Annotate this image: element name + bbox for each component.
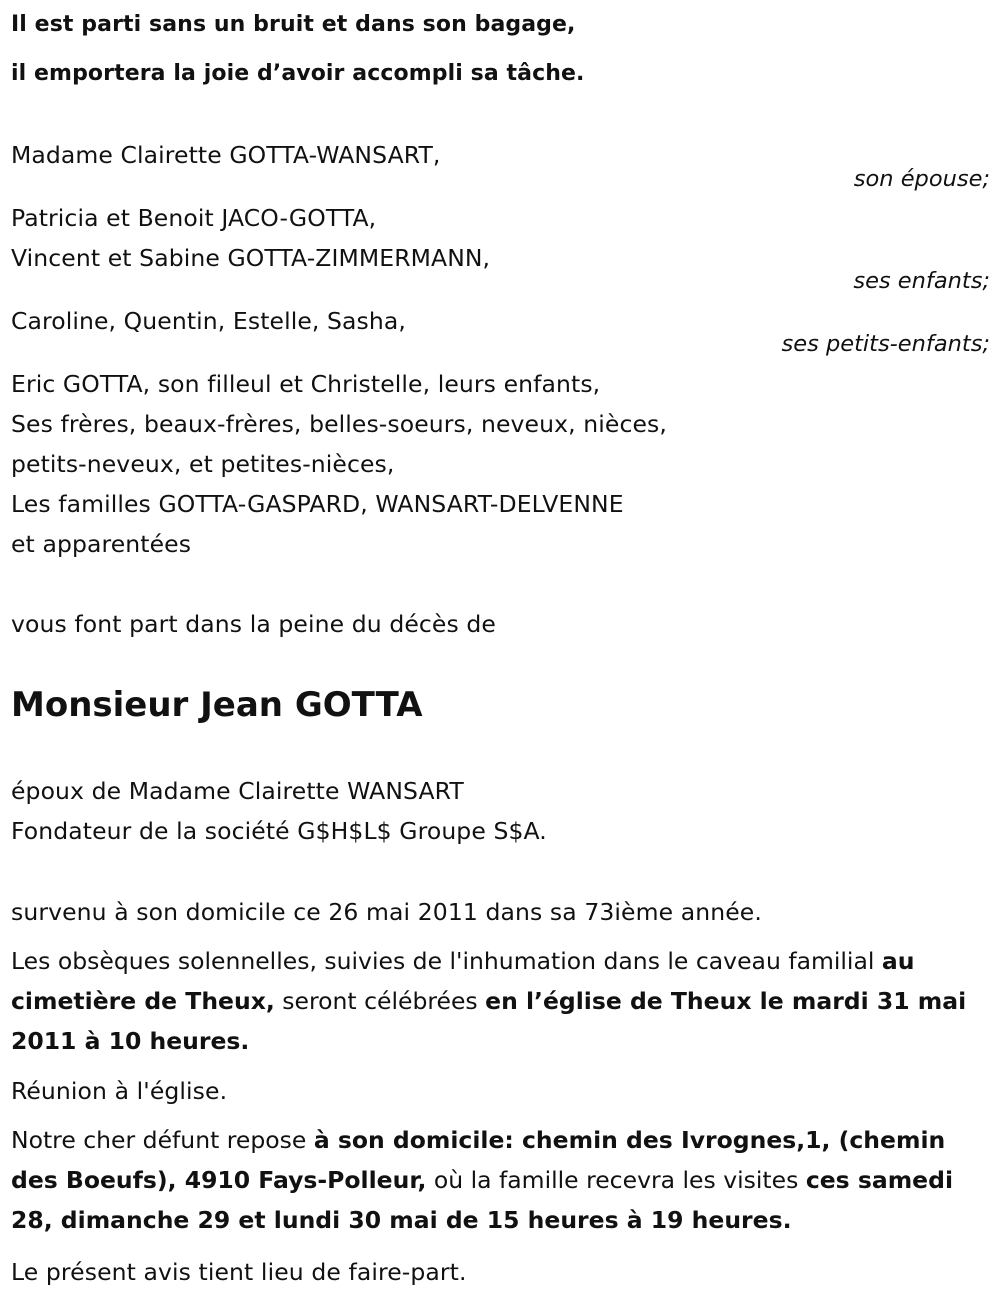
- meeting-text: Réunion à l'église.: [11, 1077, 228, 1105]
- repose-address: à son domicile: chemin des Ivrognes,1, (chemin des Boeufs), 4910 Fays-Polleur,: [11, 1126, 946, 1194]
- repose-visiting-hours: ces samedi 28, dimanche 29 et lundi 30 mai de 15 heures à 19 heures.: [11, 1166, 953, 1234]
- children-line-1: Patricia et Benoit JACO-GOTTA,: [11, 204, 377, 232]
- grandchildren-names: Caroline, Quentin, Estelle, Sasha,: [11, 307, 406, 335]
- family-line-5: et apparentées: [11, 530, 192, 558]
- closing-text: Le présent avis tient lieu de faire-part.: [11, 1258, 467, 1286]
- deceased-spouse-detail: époux de Madame Clairette WANSART: [11, 777, 464, 805]
- children-relation: ses enfants;: [853, 268, 990, 294]
- deceased-occupation-detail: Fondateur de la société G$H$L$ Groupe S$A.: [11, 817, 547, 845]
- death-notice: survenu à son domicile ce 26 mai 2011 dans sa 73ième année.: [11, 898, 762, 926]
- family-line-4: Les familles GOTTA-GASPARD, WANSART-DELVENNE: [11, 490, 624, 518]
- deceased-name: Monsieur Jean GOTTA: [11, 685, 423, 725]
- epigraph-line-1: Il est parti sans un bruit et dans son bagage,: [11, 12, 576, 37]
- funeral-text-2: seront célébrées: [274, 987, 486, 1015]
- grandchildren-relation: ses petits-enfants;: [781, 331, 990, 357]
- repose-paragraph: [11, 1120, 990, 1240]
- funeral-text-1: Les obsèques solennelles, suivies de l'inhumation dans le caveau familial: [11, 947, 882, 975]
- repose-text-2: où la famille recevra les visites: [426, 1166, 806, 1194]
- funeral-cemetery: au cimetière de Theux,: [11, 947, 915, 1015]
- announcement-text: vous font part dans la peine du décès de: [11, 610, 496, 638]
- spouse-name: Madame Clairette GOTTA-WANSART,: [11, 141, 441, 169]
- family-line-1: Eric GOTTA, son filleul et Christelle, leurs enfants,: [11, 370, 601, 398]
- epigraph-line-2: il emportera la joie d’avoir accompli sa tâche.: [11, 61, 585, 86]
- children-line-2: Vincent et Sabine GOTTA-ZIMMERMANN,: [11, 244, 491, 272]
- funeral-church-date: en l’église de Theux le mardi 31 mai 2011 à 10 heures.: [11, 987, 967, 1055]
- repose-text-1: Notre cher défunt repose: [11, 1126, 314, 1154]
- funeral-paragraph: [11, 941, 990, 1061]
- family-line-3: petits-neveux, et petites-nièces,: [11, 450, 395, 478]
- spouse-relation: son épouse;: [853, 166, 990, 192]
- family-line-2: Ses frères, beaux-frères, belles-soeurs, neveux, nièces,: [11, 410, 667, 438]
